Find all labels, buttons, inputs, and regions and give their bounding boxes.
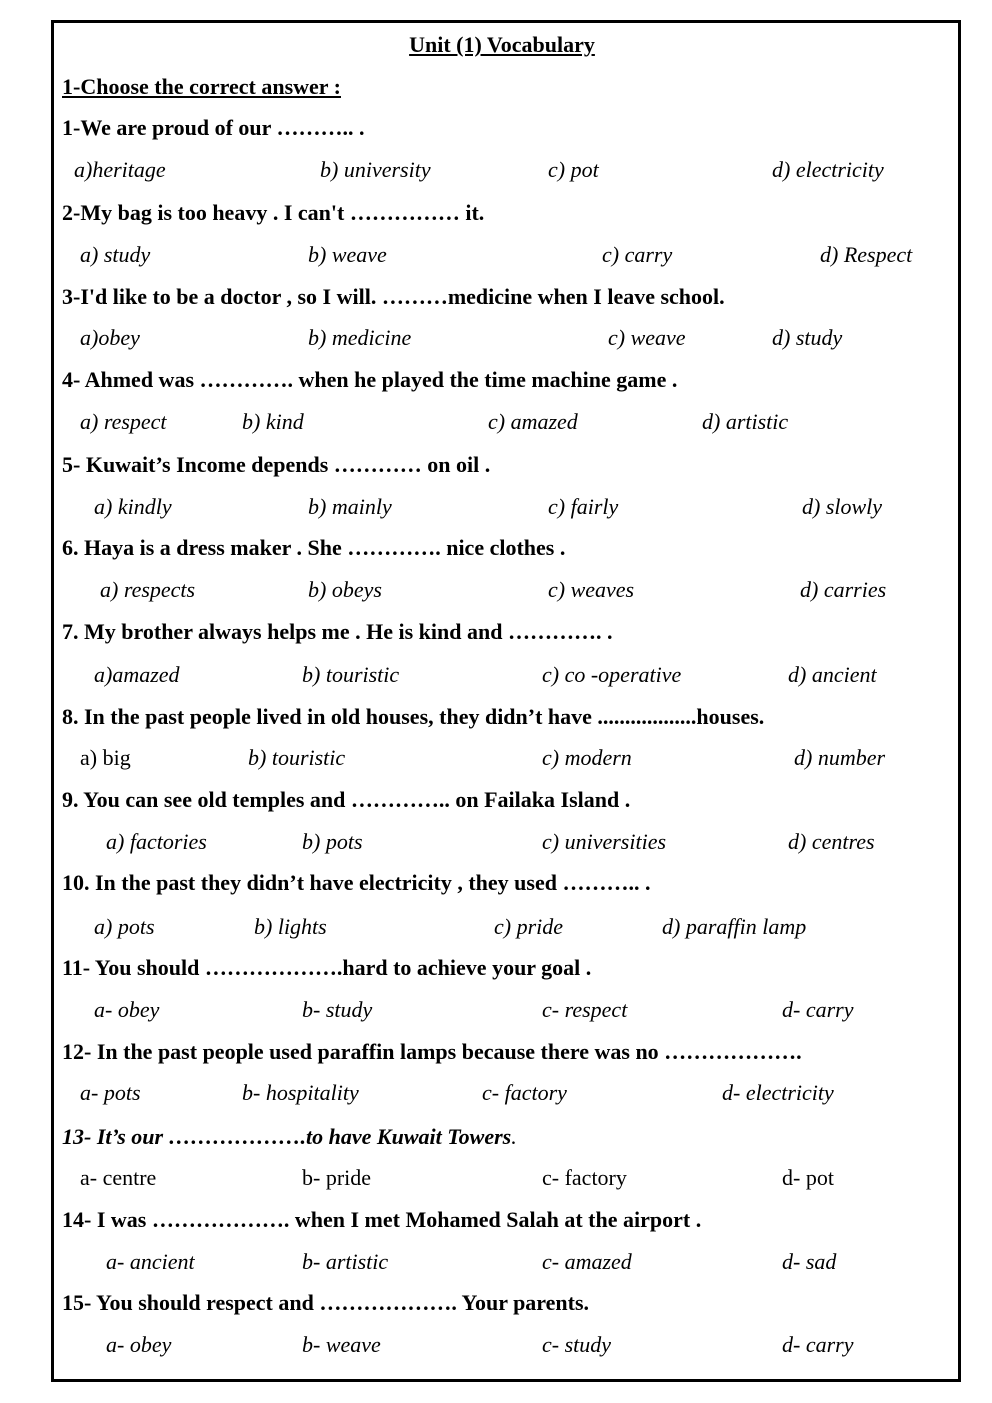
question-6: 6. Haya is a dress maker . She …………. nice clothes . xyxy=(62,535,566,560)
q2-option-b: b) weave xyxy=(308,242,387,267)
q10-option-c: c) pride xyxy=(494,914,564,939)
q4-option-d: d) artistic xyxy=(702,409,789,434)
question-8: 8. In the past people lived in old houses, they didn’t have ..................houses. xyxy=(62,704,765,729)
q2-option-a: a) study xyxy=(80,242,151,267)
question-5: 5- Kuwait’s Income depends ………… on oil . xyxy=(62,452,491,477)
q6-option-d: d) carries xyxy=(800,577,887,602)
q3-option-d: d) study xyxy=(772,325,843,350)
q15-option-b: b- weave xyxy=(302,1332,381,1357)
q14-option-c: c- amazed xyxy=(542,1249,632,1274)
page-title: Unit (1) Vocabulary xyxy=(409,32,595,57)
q7-option-b: b) touristic xyxy=(302,662,400,687)
q14-option-b: b- artistic xyxy=(302,1249,389,1274)
q1-option-d: d) electricity xyxy=(772,157,884,182)
q9-option-a: a) factories xyxy=(106,829,207,854)
q1-option-b: b) university xyxy=(320,157,431,182)
question-13-text: 13- It’s our ……………….to have Kuwait Towers xyxy=(62,1124,512,1149)
q11-option-d: d- carry xyxy=(782,997,854,1022)
q1-option-c: c) pot xyxy=(548,157,599,182)
question-11: 11- You should ……………….hard to achieve your goal . xyxy=(62,955,592,980)
question-1: 1-We are proud of our ……….. . xyxy=(62,115,365,140)
q11-option-a: a- obey xyxy=(94,997,160,1022)
q14-option-a: a- ancient xyxy=(106,1249,195,1274)
q3-option-a: a)obey xyxy=(80,325,140,350)
q4-option-c: c) amazed xyxy=(488,409,578,434)
q5-option-c: c) fairly xyxy=(548,494,619,519)
q13-option-c: c- factory xyxy=(542,1165,627,1190)
q13-option-d: d- pot xyxy=(782,1165,834,1190)
question-13 xyxy=(62,1122,517,1152)
q10-option-b: b) lights xyxy=(254,914,327,939)
q6-option-c: c) weaves xyxy=(548,577,635,602)
q4-option-b: b) kind xyxy=(242,409,304,434)
q2-option-c: c) carry xyxy=(602,242,673,267)
q4-option-a: a) respect xyxy=(80,409,167,434)
q8-option-c: c) modern xyxy=(542,745,632,770)
q14-option-d: d- sad xyxy=(782,1249,837,1274)
question-10: 10. In the past they didn’t have electricity , they used ……….. . xyxy=(62,870,651,895)
question-2: 2-My bag is too heavy . I can't …………… it. xyxy=(62,200,485,225)
q12-option-c: c- factory xyxy=(482,1080,567,1105)
q11-option-b: b- study xyxy=(302,997,373,1022)
q12-option-a: a- pots xyxy=(80,1080,141,1105)
q10-option-d: d) paraffin lamp xyxy=(662,914,807,939)
q12-option-d: d- electricity xyxy=(722,1080,834,1105)
q5-option-d: d) slowly xyxy=(802,494,883,519)
question-4: 4- Ahmed was …………. when he played the time machine game . xyxy=(62,367,678,392)
q7-option-c: c) co -operative xyxy=(542,662,682,687)
q15-option-c: c- study xyxy=(542,1332,612,1357)
question-9: 9. You can see old temples and ………….. on Failaka Island . xyxy=(62,787,631,812)
question-12: 12- In the past people used paraffin lamps because there was no ………………. xyxy=(62,1039,802,1064)
question-7: 7. My brother always helps me . He is kind and …………. . xyxy=(62,619,613,644)
q6-option-a: a) respects xyxy=(100,577,196,602)
q10-option-a: a) pots xyxy=(94,914,155,939)
instruction: 1-Choose the correct answer : xyxy=(62,74,341,99)
q11-option-c: c- respect xyxy=(542,997,628,1022)
q13-option-a: a- centre xyxy=(80,1165,157,1190)
question-14: 14- I was ………………. when I met Mohamed Salah at the airport . xyxy=(62,1207,702,1232)
question-3: 3-I'd like to be a doctor , so I will. ………medicine when I leave school. xyxy=(62,284,725,309)
q13-option-b: b- pride xyxy=(302,1165,372,1190)
q9-option-b: b) pots xyxy=(302,829,363,854)
q9-option-d: d) centres xyxy=(788,829,875,854)
q3-option-b: b) medicine xyxy=(308,325,412,350)
q5-option-b: b) mainly xyxy=(308,494,392,519)
q3-option-c: c) weave xyxy=(608,325,686,350)
q7-option-a: a)amazed xyxy=(94,662,180,687)
q7-option-d: d) ancient xyxy=(788,662,877,687)
q8-option-d: d) number xyxy=(794,745,886,770)
q8-option-a: a) big xyxy=(80,745,131,770)
q8-option-b: b) touristic xyxy=(248,745,346,770)
question-15: 15- You should respect and ………………. Your parents. xyxy=(62,1290,590,1315)
q15-option-a: a- obey xyxy=(106,1332,172,1357)
q2-option-d: d) Respect xyxy=(820,242,913,267)
q1-option-a: a)heritage xyxy=(74,157,166,182)
q5-option-a: a) kindly xyxy=(94,494,172,519)
q6-option-b: b) obeys xyxy=(308,577,382,602)
q15-option-d: d- carry xyxy=(782,1332,854,1357)
q12-option-b: b- hospitality xyxy=(242,1080,359,1105)
question-13-tail: . xyxy=(511,1124,517,1149)
q9-option-c: c) universities xyxy=(542,829,667,854)
